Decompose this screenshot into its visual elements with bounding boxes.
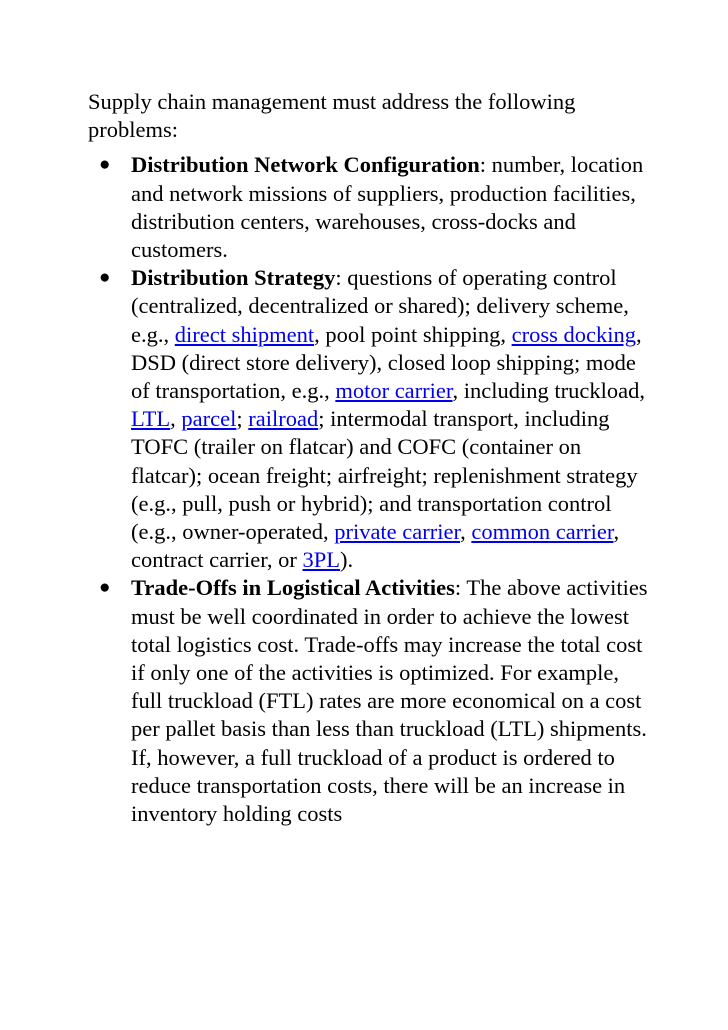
link-common-carrier[interactable]: common carrier — [471, 519, 614, 545]
list-item-distribution-strategy — [88, 264, 648, 574]
link-cross-docking[interactable]: cross docking — [511, 321, 636, 347]
item-text: , pool point shipping, — [314, 321, 512, 347]
item-text: ; intermodal transport, including TOFC (trailer on flatcar) and COFC (container on flatcar); ocean freight; airfreight; replenishment strategy (e.g., pull, push or hybrid); and transportation control (e.g., owner-operated, — [131, 406, 638, 545]
link-ltl[interactable]: LTL — [131, 406, 171, 432]
intro-paragraph: Supply chain management must address the following problems: — [88, 89, 576, 143]
term-trade-offs: Trade-Offs in Logistical Activities — [131, 575, 455, 601]
term-distribution-strategy: Distribution Strategy — [131, 265, 336, 291]
item-text: ). — [340, 547, 354, 573]
bullet-icon: ● — [99, 577, 111, 599]
problem-list — [88, 151, 648, 828]
link-direct-shipment[interactable]: direct shipment — [174, 321, 315, 347]
term-distribution-network: Distribution Network Configuration — [131, 152, 480, 178]
item-text: : The above activities must be well coordinated in order to achieve the lowest total logistics cost. Trade-offs may increase the total cost if only one of the activities is optimized. For example, full truckload (FTL) rates are more economical on a cost per pallet basis than less than truckload (LTL) shipments. If, however, a full truckload of a product is ordered to reduce transportation costs, there will be an increase in inventory holding costs — [131, 575, 648, 827]
item-text: , contract carrier, or — [131, 519, 620, 573]
item-text: , — [460, 519, 472, 545]
link-railroad[interactable]: railroad — [248, 406, 319, 432]
bullet-icon: ● — [99, 267, 111, 289]
link-parcel[interactable]: parcel — [181, 406, 237, 432]
item-text: , — [170, 406, 182, 432]
bullet-icon: ● — [99, 154, 111, 176]
item-text: ; — [236, 406, 249, 432]
list-item-distribution-network — [88, 151, 648, 264]
link-private-carrier[interactable]: private carrier — [334, 519, 461, 545]
list-item-trade-offs — [88, 574, 648, 828]
link-motor-carrier[interactable]: motor carrier — [335, 378, 453, 404]
item-text: : questions of operating control (centralized, decentralized or shared); delivery scheme, e.g., — [131, 265, 629, 347]
link-3pl[interactable]: 3PL — [302, 547, 341, 573]
document-body — [88, 88, 648, 828]
item-text: , including truckload, — [452, 378, 645, 404]
item-text: , DSD (direct store delivery), closed loop shipping; mode of transportation, e.g., — [131, 321, 642, 404]
item-text: : number, location and network missions of suppliers, production facilities, distribution centers, warehouses, cross-docks and customers. — [131, 152, 644, 263]
